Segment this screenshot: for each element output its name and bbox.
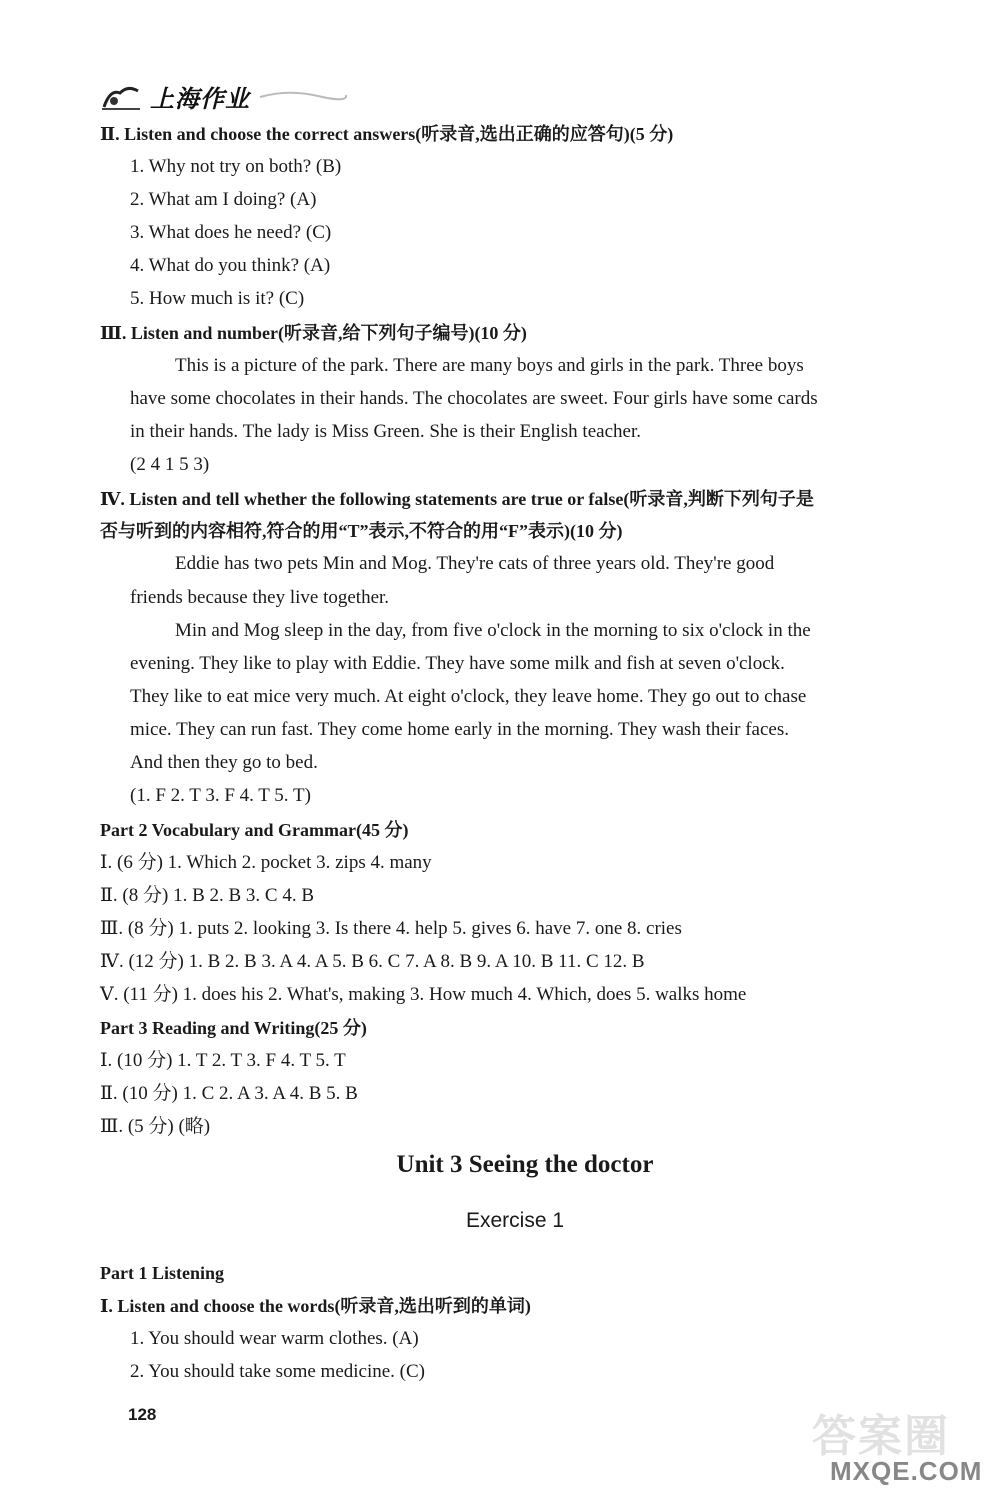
answer-line: Ⅱ. (8 分) 1. B 2. B 3. C 4. B — [100, 885, 315, 906]
decorative-swoosh-icon — [258, 87, 348, 105]
paragraph-line: in their hands. The lady is Miss Green. She is their English teacher. — [130, 421, 641, 442]
paragraph-line: have some chocolates in their hands. The chocolates are sweet. Four girls have some cards — [130, 388, 818, 409]
section-iv-title-cont: 否与听到的内容相符,符合的用“T”表示,不符合的用“F”表示)(10 分) — [100, 521, 623, 541]
paragraph-line: Min and Mog sleep in the day, from five o'clock in the morning to six o'clock in the — [175, 620, 811, 641]
section-iii-title: Ⅲ. Listen and number(听录音,给下列句子编号)(10 分) — [100, 323, 527, 343]
part1-title: Part 1 Listening — [100, 1263, 224, 1283]
page-number: 128 — [128, 1405, 157, 1424]
paragraph-line: This is a picture of the park. There are many boys and girls in the park. Three boys — [175, 355, 804, 376]
list-item: 2. What am I doing? (A) — [130, 189, 317, 210]
answer-line: Ⅱ. (10 分) 1. C 2. A 3. A 4. B 5. B — [100, 1083, 358, 1104]
header-logo — [100, 76, 348, 116]
paragraph-line: And then they go to bed. — [130, 752, 318, 773]
answer-line: Ⅲ. (5 分) (略) — [100, 1116, 211, 1137]
book-logo-icon — [100, 79, 142, 113]
list-item: 1. You should wear warm clothes. (A) — [130, 1328, 419, 1349]
exercise-title: Exercise 1 — [465, 1209, 565, 1232]
answer-line: Ⅰ. (6 分) 1. Which 2. pocket 3. zips 4. many — [100, 852, 432, 873]
section-ii-title: Ⅱ. Listen and choose the correct answers(听录音,选出正确的应答句)(5 分) — [100, 124, 674, 144]
unit-title: Unit 3 Seeing the doctor — [396, 1151, 654, 1178]
list-item: 2. You should take some medicine. (C) — [130, 1361, 426, 1382]
list-item: 1. Why not try on both? (B) — [130, 156, 342, 177]
list-item: 5. How much is it? (C) — [130, 288, 305, 309]
answer-line: Ⅳ. (12 分) 1. B 2. B 3. A 4. A 5. B 6. C 7. A 8. B 9. A 10. B 11. C 12. B — [100, 951, 645, 972]
paragraph-line: mice. They can run fast. They come home early in the morning. They wash their faces. — [130, 719, 789, 740]
watermark-url: MXQE.COM — [830, 1456, 983, 1486]
list-item: 3. What does he need? (C) — [130, 222, 332, 243]
answer-line: Ⅲ. (8 分) 1. puts 2. looking 3. Is there 4. help 5. gives 6. have 7. one 8. cries — [100, 918, 682, 939]
paragraph-line: Eddie has two pets Min and Mog. They're cats of three years old. They're good — [175, 553, 775, 574]
answer-line: (1. F 2. T 3. F 4. T 5. T) — [130, 785, 311, 806]
book-title: 上海作业 — [150, 84, 250, 113]
paragraph-line: They like to eat mice very much. At eight o'clock, they leave home. They go out to chase — [130, 686, 807, 707]
part1-section-i-title: Ⅰ. Listen and choose the words(听录音,选出听到的单词) — [100, 1296, 531, 1316]
part3-title: Part 3 Reading and Writing(25 分) — [100, 1018, 367, 1038]
answer-line: (2 4 1 5 3) — [130, 454, 210, 475]
answer-line: Ⅰ. (10 分) 1. T 2. T 3. F 4. T 5. T — [100, 1050, 346, 1071]
answer-line: Ⅴ. (11 分) 1. does his 2. What's, making 3. How much 4. Which, does 5. walks home — [100, 984, 747, 1005]
part2-title: Part 2 Vocabulary and Grammar(45 分) — [100, 820, 409, 840]
paragraph-line: evening. They like to play with Eddie. They have some milk and fish at seven o'clock. — [130, 653, 785, 674]
paragraph-line: friends because they live together. — [130, 587, 390, 608]
section-iv-title: Ⅳ. Listen and tell whether the following statements are true or false(听录音,判断下列句子是 — [100, 489, 814, 509]
list-item: 4. What do you think? (A) — [130, 255, 331, 276]
watermark-logo: 答案圈 — [812, 1411, 950, 1462]
